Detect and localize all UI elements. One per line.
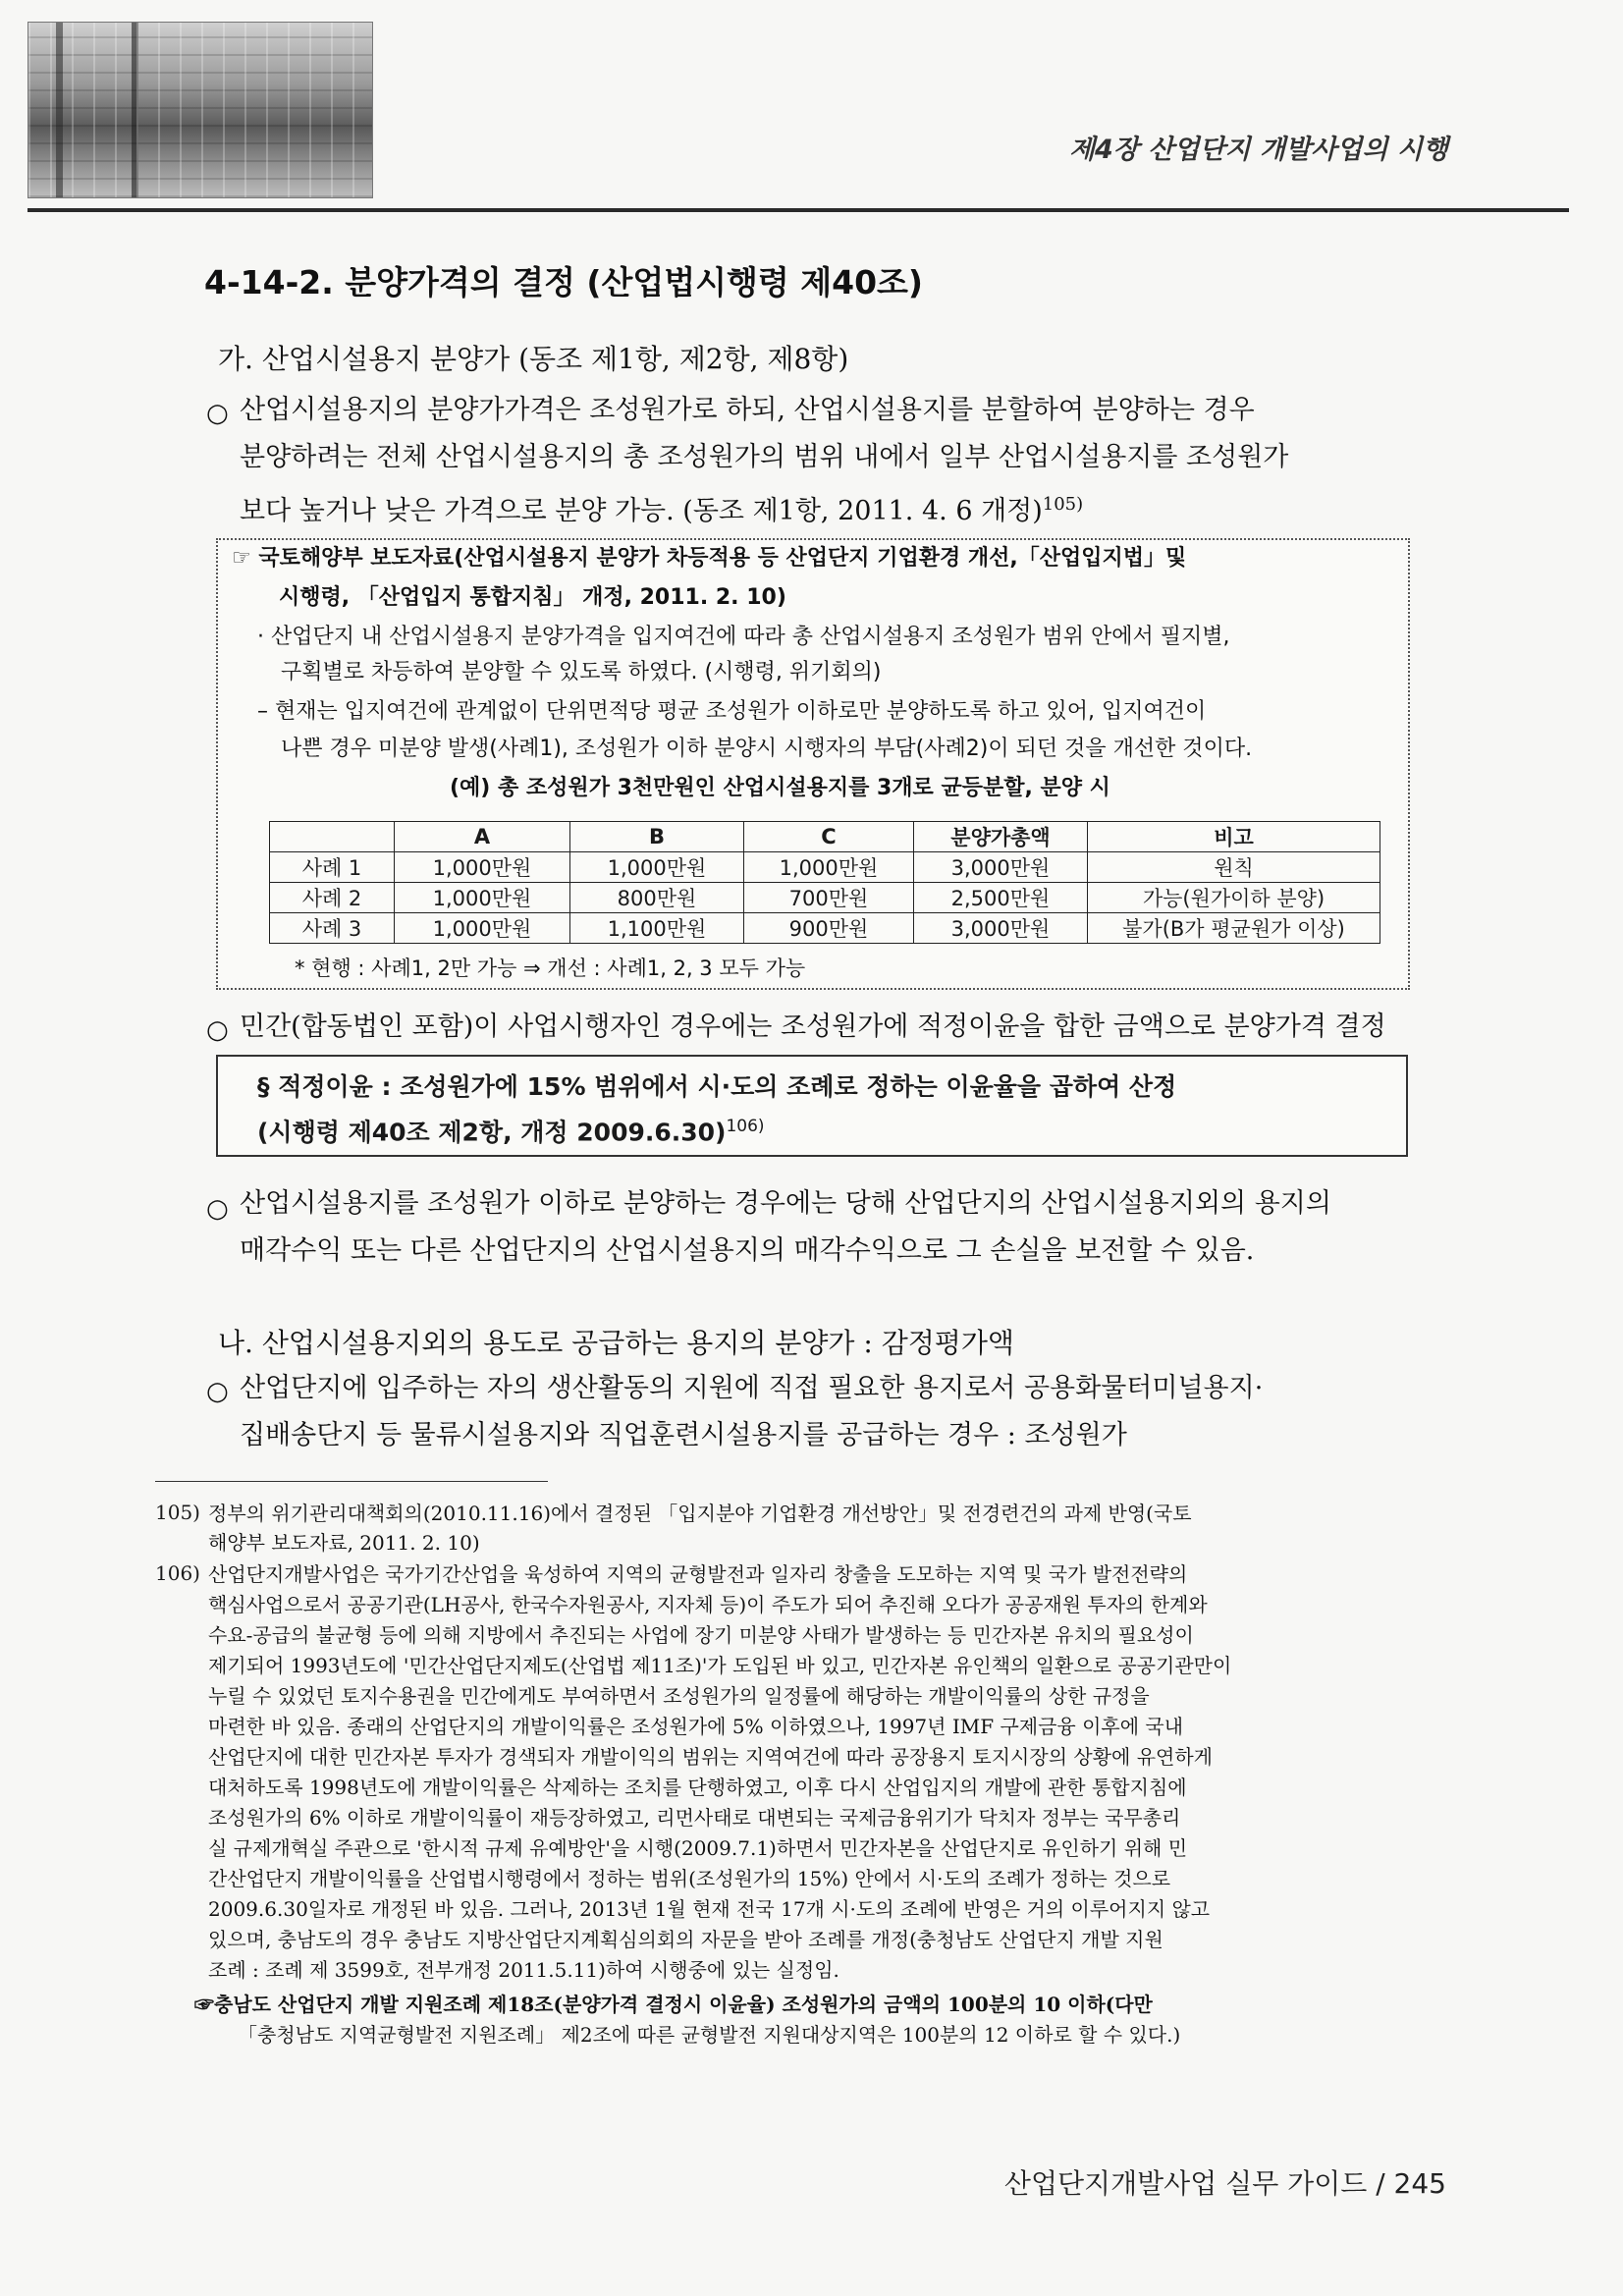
table-cell: 900만원 (744, 913, 914, 944)
table-cell: 가능(원가이하 분양) (1088, 883, 1380, 913)
table-header: A (395, 822, 570, 852)
text-line: 산업단지개발사업은 국가기간산업을 육성하여 지역의 균형발전과 일자리 창출을 도모하는 지역 및 국가 발전전략의 (208, 1562, 1188, 1586)
bullet-marker: ○ (206, 399, 229, 428)
text-line: 있으며, 충남도의 경우 충남도 지방산업단지계획심의회의 자문을 받아 조례를 개정(충청남도 산업단지 개발 지원 (208, 1928, 1163, 1951)
table-row (270, 852, 1380, 883)
table-cell: 1,000만원 (395, 913, 570, 944)
text-line: 간산업단지 개발이익률을 산업법시행령에서 정하는 범위(조성원가의 15%) 안에서 시·도의 조례가 정하는 것으로 (208, 1867, 1171, 1890)
text-line: 조례 : 조례 제 3599호, 전부개정 2011.5.11)하여 시행중에 있는 실정임. (208, 1958, 839, 1982)
table-cell: 원칙 (1088, 852, 1380, 883)
bullet3-text (240, 1180, 1331, 1275)
text-line: 산업시설용지를 조성원가 이하로 분양하는 경우에는 당해 산업단지의 산업시설용지외의 용지의 (240, 1188, 1331, 1219)
table-cell: 사례 2 (270, 883, 395, 913)
profit-line-2 (257, 1110, 765, 1149)
table-cell: 사례 3 (270, 913, 395, 944)
text-line: 정부의 위기관리대책회의(2010.11.16)에서 결정된 「입지분야 기업환경 개선방안」및 전경련건의 과제 반영(국토 (208, 1502, 1192, 1525)
footnote-105 (208, 1499, 1192, 1558)
text-line: 대처하도록 1998년도에 개발이익률은 삭제하는 조치를 단행하였고, 이후 다시 산업입지의 개발에 관한 통합지침에 (208, 1776, 1187, 1799)
table-header: 분양가총액 (914, 822, 1088, 852)
text-line: ☞충남도 산업단지 개발 지원조례 제18조(분양가격 결정시 이윤율) 조성원가의 금액의 100분의 10 이하(다만 (194, 1993, 1153, 2016)
profit-line-1: § 적정이윤 : 조성원가에 15% 범위에서 시·도의 조례로 정하는 이윤율을 곱하여 산정 (257, 1072, 1177, 1101)
subsection-a-bullet1 (240, 387, 1418, 535)
text-line (240, 481, 1418, 535)
notice-line-2: 시행령, 「산업입지 통합지침」 개정, 2011. 2. 10) (279, 585, 786, 610)
text-line: 핵심사업으로서 공공기관(LH공사, 한국수자원공사, 지자체 등)이 주도가 되어 추진해 오다가 공공재원 투자의 한계와 (208, 1593, 1208, 1616)
text-line: 실 규제개혁실 주관으로 '한시적 규제 유예방안'을 시행(2009.7.1)하면서 민간자본을 산업단지로 유인하기 위해 민 (208, 1836, 1188, 1860)
text-line: 해양부 보도자료, 2011. 2. 10) (208, 1531, 480, 1555)
notice-line-3: · 산업단지 내 산업시설용지 분양가격을 입지여건에 따라 총 산업시설용지 조성원가 범위 안에서 필지별, (257, 625, 1230, 649)
table-cell: 1,000만원 (395, 852, 570, 883)
footnote-106 (208, 1559, 1231, 1986)
table-row (270, 883, 1380, 913)
profit-box (216, 1055, 1408, 1157)
notice-line-6: 나쁜 경우 미분양 발생(사례1), 조성원가 이하 분양시 시행자의 부담(사례2)이 되던 것을 개선한 것이다. (281, 737, 1253, 761)
text-line: 마련한 바 있음. 종래의 산업단지의 개발이익률은 조성원가에 5% 이하였으나, 1997년 IMF 구제금융 이후에 국내 (208, 1715, 1184, 1738)
table-cell: 800만원 (570, 883, 744, 913)
text-line: 산업시설용지의 분양가가격은 조성원가로 하되, 산업시설용지를 분할하여 분양하는 경우 (240, 395, 1255, 425)
table-cell: 불가(B가 평균원가 이상) (1088, 913, 1380, 944)
table-cell: 700만원 (744, 883, 914, 913)
table-cell: 1,000만원 (395, 883, 570, 913)
table-header-row (270, 822, 1380, 852)
bullet-marker: ○ (206, 1377, 229, 1406)
text-line: 산업단지에 대한 민간자본 투자가 경색되자 개발이익의 범위는 지역여건에 따라 공장용지 토지시장의 상황에 유연하게 (208, 1745, 1213, 1769)
section-heading: 4-14-2. 분양가격의 결정 (산업법시행령 제40조) (204, 263, 923, 301)
header-photo (27, 22, 373, 198)
example-title: (예) 총 조성원가 3천만원인 산업시설용지를 3개로 균등분할, 분양 시 (450, 776, 1110, 800)
table-header: C (744, 822, 914, 852)
header-divider (27, 208, 1569, 212)
table-cell: 1,100만원 (570, 913, 744, 944)
footnote-ref-105: 105) (1042, 494, 1084, 515)
text-line: 분양하려는 전체 산업시설용지의 총 조성원가의 범위 내에서 일부 산업시설용지를 조성원가 (240, 442, 1289, 472)
bullet-marker: ○ (206, 1194, 229, 1224)
table-cell: 1,000만원 (570, 852, 744, 883)
subsection-b-bullet (240, 1365, 1263, 1459)
chapter-title: 제4장 산업단지 개발사업의 시행 (1068, 135, 1448, 165)
table-cell: 3,000만원 (914, 852, 1088, 883)
footnote-105-number: 105) (155, 1501, 200, 1524)
table-row (270, 913, 1380, 944)
text-line: 2009.6.30일자로 개정된 바 있음. 그러나, 2013년 1월 현재 전국 17개 시·도의 조례에 반영은 거의 이루어지지 않고 (208, 1897, 1211, 1921)
footnote-106-number: 106) (155, 1561, 200, 1585)
cases-table (269, 821, 1380, 944)
text-line: 산업단지에 입주하는 자의 생산활동의 지원에 직접 필요한 용지로서 공용화물터미널용지· (240, 1373, 1264, 1403)
notice-line-1: ☞ 국토해양부 보도자료(산업시설용지 분양가 차등적용 등 산업단지 기업환경 개선,「산업입지법」및 (232, 546, 1187, 571)
text-line: 수요-공급의 불균형 등에 의해 지방에서 추진되는 사업에 장기 미분양 사태가 발생하는 등 민간자본 유치의 필요성이 (208, 1623, 1194, 1647)
table-note: * 현행 : 사례1, 2만 가능 ⇒ 개선 : 사례1, 2, 3 모두 가능 (295, 957, 806, 980)
table-cell: 3,000만원 (914, 913, 1088, 944)
footnote-ref-106: 106) (726, 1117, 765, 1136)
table-cell: 1,000만원 (744, 852, 914, 883)
table-header: B (570, 822, 744, 852)
footnote-106-note (194, 1990, 1180, 2050)
text-line: 집배송단지 등 물류시설용지와 직업훈련시설용지를 공급하는 경우 : 조성원가 (240, 1420, 1127, 1450)
table-header (270, 822, 395, 852)
footnote-divider (155, 1481, 548, 1482)
text-line-content: 보다 높거나 낮은 가격으로 분양 가능. (동조 제1항, 2011. 4. 6 개정) (240, 496, 1043, 526)
table-header: 비고 (1088, 822, 1380, 852)
table-cell: 2,500만원 (914, 883, 1088, 913)
building-photo-icon (28, 23, 372, 197)
subsection-b-title: 나. 산업시설용지외의 용도로 공급하는 용지의 분양가 : 감정평가액 (218, 1327, 1014, 1359)
text-line: 누릴 수 있었던 토지수용권을 민간에게도 부여하면서 조성원가의 일정률에 해당하는 개발이익률의 상한 규정을 (208, 1684, 1150, 1708)
text-line: 조성원가의 6% 이하로 개발이익률이 재등장하였고, 리먼사태로 대변되는 국제금융위기가 닥치자 정부는 국무총리 (208, 1806, 1181, 1830)
text-line: 매각수익 또는 다른 산업단지의 산업시설용지의 매각수익으로 그 손실을 보전할 수 있음. (240, 1235, 1255, 1266)
bullet-marker: ○ (206, 1015, 229, 1045)
profit-line-2-text: (시행령 제40조 제2항, 개정 2009.6.30) (257, 1118, 727, 1147)
text-line: 「충청남도 지역균형발전 지원조례」 제2조에 따른 균형발전 지원대상지역은 100분의 12 이하로 할 수 있다.) (238, 2023, 1181, 2047)
notice-line-5: – 현재는 입지여건에 관계없이 단위면적당 평균 조성원가 이하로만 분양하도록 하고 있어, 입지여건이 (257, 699, 1207, 724)
subsection-a-title: 가. 산업시설용지 분양가 (동조 제1항, 제2항, 제8항) (218, 343, 849, 375)
text-line: 제기되어 1993년도에 '민간산업단지제도(산업법 제11조)'가 도입된 바 있고, 민간자본 유인책의 일환으로 공공기관만이 (208, 1654, 1232, 1677)
notice-line-4: 구획별로 차등하여 분양할 수 있도록 하였다. (시행령, 위기회의) (281, 660, 882, 684)
page-footer: 산업단지개발사업 실무 가이드 / 245 (1003, 2167, 1446, 2200)
table-cell: 사례 1 (270, 852, 395, 883)
bullet2-text: 민간(합동법인 포함)이 사업시행자인 경우에는 조성원가에 적정이윤을 합한 금액으로 분양가격 결정 (240, 1011, 1386, 1042)
